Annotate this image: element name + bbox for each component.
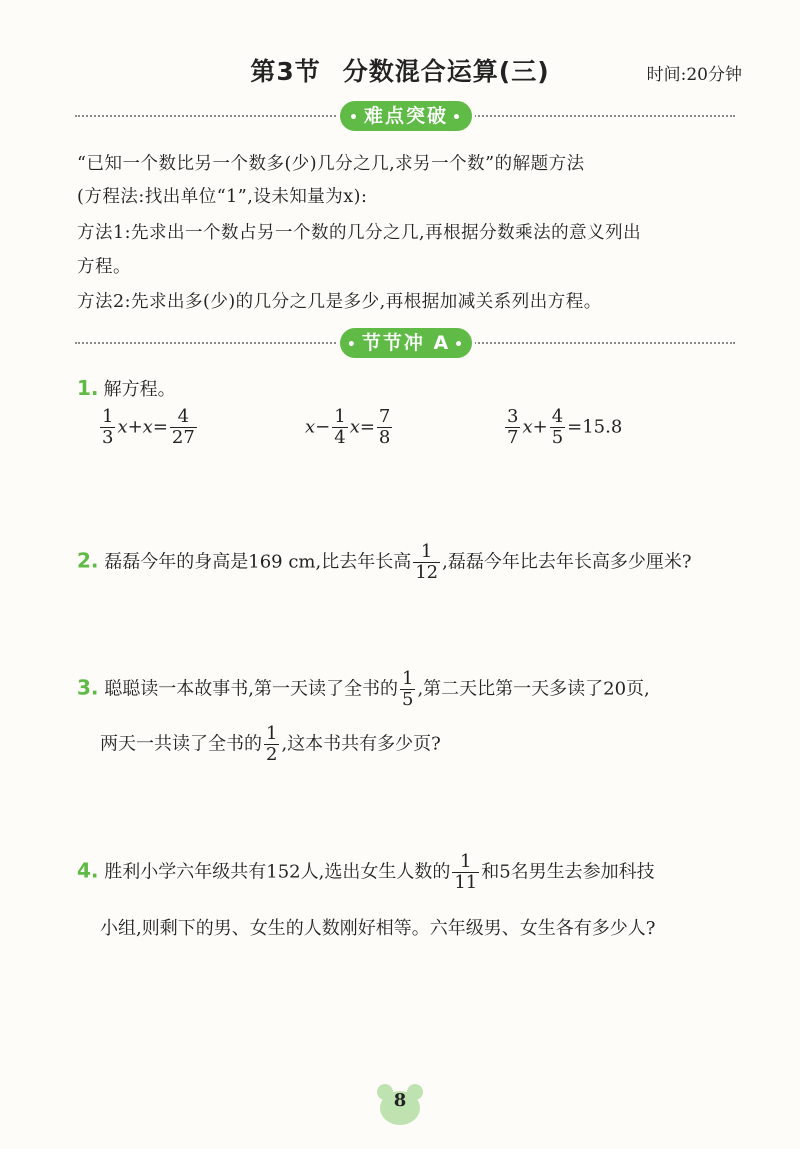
- tip-line: 方法1:先求出一个数占另一个数的几分之几,再根据分数乘法的意义列出: [77, 223, 642, 243]
- fraction: $\frac{1}{4}$: [334, 406, 346, 448]
- question-text: 小组,则剩下的男、女生的人数刚好相等。六年级男、女生各有多少人?: [100, 918, 656, 939]
- question-3: [77, 669, 650, 710]
- question-3-line-2: [100, 724, 441, 765]
- question-number: 1.: [77, 376, 99, 400]
- banner-label: 节节冲 A: [361, 332, 451, 354]
- question-4: [77, 852, 655, 893]
- question-number: 3.: [77, 675, 99, 700]
- equation-1: [98, 407, 199, 448]
- fraction: $\frac{3}{7}$: [507, 406, 519, 448]
- question-text: 胜利小学六年级共有152人,选出女生人数的: [104, 861, 451, 883]
- question-text: 解方程。: [103, 379, 176, 400]
- question-1: [77, 375, 176, 401]
- banner-label: 难点突破: [363, 105, 448, 127]
- equation-text: x+: [522, 416, 548, 438]
- equation-2: [305, 407, 394, 448]
- time-limit: 时间:20分钟: [646, 65, 742, 85]
- fraction: $\frac{1}{3}$: [102, 406, 114, 448]
- tip-line: 方法2:先求出多(少)的几分之几是多少,再根据加减关系列出方程。: [77, 292, 602, 312]
- fraction: $\frac{4}{5}$: [551, 406, 564, 448]
- fraction: $\frac{1}{2}$: [266, 723, 278, 765]
- fraction: $\frac{1}{12}$: [415, 541, 439, 583]
- question-4-line-2: [100, 914, 655, 940]
- fraction: $\frac{1}{5}$: [401, 668, 414, 710]
- tip-line: 方程。: [77, 257, 131, 277]
- tip-line: “已知一个数比另一个数多(少)几分之几,求另一个数”的解题方法: [77, 154, 585, 174]
- section-banner-difficulty: • 难点突破 •: [340, 101, 472, 131]
- section-title: 分数混合运算(三): [342, 57, 550, 86]
- question-text: ,第二天比第一天多读了20页,: [417, 678, 650, 700]
- equation-3: [503, 407, 622, 448]
- question-text: 磊磊今年的身高是169 cm,比去年长高: [104, 551, 412, 573]
- fraction: $\frac{1}{11}$: [454, 851, 478, 893]
- question-text: ,磊磊今年比去年长高多少厘米?: [442, 551, 692, 573]
- equation-text: x=: [349, 416, 375, 438]
- question-text: 和5名男生去参加科技: [481, 861, 655, 883]
- equation-text: =15.8: [567, 416, 623, 438]
- section-number: 第3节: [250, 57, 321, 86]
- question-text: ,这本书共有多少页?: [281, 733, 441, 755]
- question-text: 两天一共读了全书的: [100, 733, 262, 755]
- page-number: 8: [393, 1090, 407, 1111]
- section-banner-practice: • 节节冲 A •: [340, 328, 472, 358]
- equation-text: x+x=: [117, 416, 168, 438]
- question-number: 2.: [77, 548, 99, 573]
- fraction: $\frac{4}{27}$: [171, 406, 195, 448]
- fraction: $\frac{7}{8}$: [378, 406, 391, 448]
- question-2: [77, 542, 691, 583]
- question-text: 聪聪读一本故事书,第一天读了全书的: [104, 678, 398, 700]
- equation-text: x−: [305, 416, 331, 438]
- tip-line: (方程法:找出单位“1”,设未知量为x):: [77, 187, 368, 207]
- question-number: 4.: [77, 858, 99, 883]
